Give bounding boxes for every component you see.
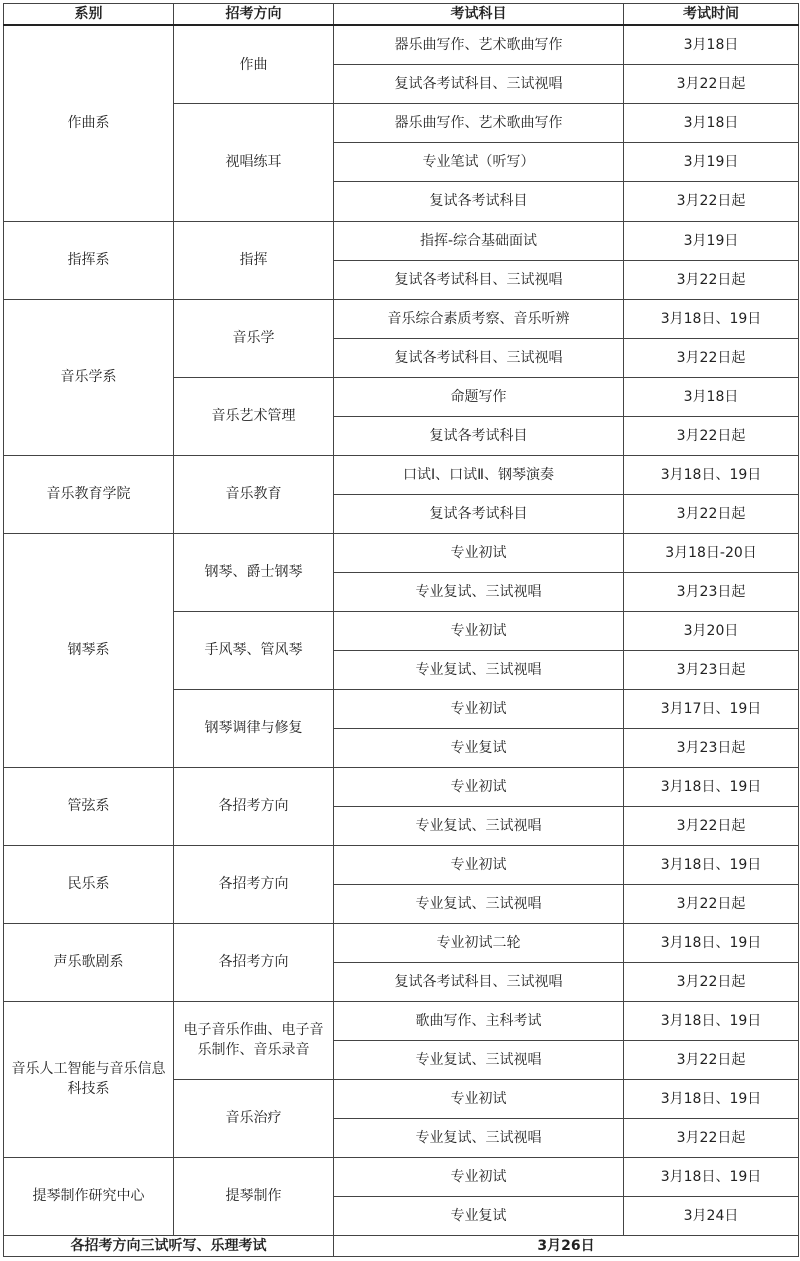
time-cell: 3月19日 xyxy=(624,221,799,260)
time-cell: 3月18日、19日 xyxy=(624,1079,799,1118)
time-cell: 3月18日 xyxy=(624,377,799,416)
table-body xyxy=(4,25,799,1236)
table-row xyxy=(4,845,799,884)
direction-cell: 音乐教育 xyxy=(174,455,334,533)
subject-cell: 复试各考试科目、三试视唱 xyxy=(334,65,624,104)
table-row xyxy=(4,221,799,260)
time-cell: 3月23日起 xyxy=(624,572,799,611)
subject-cell: 专业初试 xyxy=(334,611,624,650)
subject-cell: 指挥-综合基础面试 xyxy=(334,221,624,260)
time-cell: 3月22日起 xyxy=(624,1118,799,1157)
header-row xyxy=(4,4,799,26)
header-department: 系别 xyxy=(4,4,174,26)
subject-cell: 专业复试 xyxy=(334,728,624,767)
department-cell: 音乐学系 xyxy=(4,299,174,455)
time-cell: 3月20日 xyxy=(624,611,799,650)
subject-cell: 专业初试 xyxy=(334,689,624,728)
table-row xyxy=(4,455,799,494)
time-cell: 3月22日起 xyxy=(624,338,799,377)
direction-cell: 各招考方向 xyxy=(174,845,334,923)
department-cell: 提琴制作研究中心 xyxy=(4,1157,174,1235)
table-row xyxy=(4,1157,799,1196)
department-cell: 钢琴系 xyxy=(4,533,174,767)
department-cell: 音乐人工智能与音乐信息科技系 xyxy=(4,1001,174,1157)
subject-cell: 专业初试 xyxy=(334,1157,624,1196)
time-cell: 3月18日 xyxy=(624,104,799,143)
time-cell: 3月22日起 xyxy=(624,962,799,1001)
time-cell: 3月19日 xyxy=(624,143,799,182)
subject-cell: 专业复试、三试视唱 xyxy=(334,806,624,845)
department-cell: 民乐系 xyxy=(4,845,174,923)
direction-cell: 钢琴、爵士钢琴 xyxy=(174,533,334,611)
header-subject: 考试科目 xyxy=(334,4,624,26)
time-cell: 3月22日起 xyxy=(624,260,799,299)
header-direction: 招考方向 xyxy=(174,4,334,26)
table-row xyxy=(4,299,799,338)
table-row xyxy=(4,1001,799,1040)
direction-cell: 音乐治疗 xyxy=(174,1079,334,1157)
time-cell: 3月22日起 xyxy=(624,65,799,104)
exam-schedule-table xyxy=(3,3,799,1257)
table-row xyxy=(4,923,799,962)
time-cell: 3月18日、19日 xyxy=(624,1001,799,1040)
subject-cell: 专业初试 xyxy=(334,845,624,884)
footer-row xyxy=(4,1236,799,1257)
direction-cell: 钢琴调律与修复 xyxy=(174,689,334,767)
direction-cell: 指挥 xyxy=(174,221,334,299)
department-cell: 指挥系 xyxy=(4,221,174,299)
department-cell: 作曲系 xyxy=(4,25,174,221)
subject-cell: 专业复试、三试视唱 xyxy=(334,1040,624,1079)
time-cell: 3月17日、19日 xyxy=(624,689,799,728)
time-cell: 3月18日、19日 xyxy=(624,299,799,338)
subject-cell: 专业初试二轮 xyxy=(334,923,624,962)
subject-cell: 器乐曲写作、艺术歌曲写作 xyxy=(334,104,624,143)
time-cell: 3月22日起 xyxy=(624,182,799,221)
subject-cell: 专业笔试（听写） xyxy=(334,143,624,182)
subject-cell: 专业复试 xyxy=(334,1196,624,1235)
footer-date: 3月26日 xyxy=(334,1236,799,1257)
subject-cell: 复试各考试科目、三试视唱 xyxy=(334,962,624,1001)
subject-cell: 命题写作 xyxy=(334,377,624,416)
table-row xyxy=(4,25,799,65)
time-cell: 3月22日起 xyxy=(624,416,799,455)
subject-cell: 专业初试 xyxy=(334,533,624,572)
direction-cell: 电子音乐作曲、电子音乐制作、音乐录音 xyxy=(174,1001,334,1079)
footer-label: 各招考方向三试听写、乐理考试 xyxy=(4,1236,334,1257)
subject-cell: 器乐曲写作、艺术歌曲写作 xyxy=(334,25,624,65)
department-cell: 音乐教育学院 xyxy=(4,455,174,533)
direction-cell: 作曲 xyxy=(174,25,334,104)
subject-cell: 专业初试 xyxy=(334,1079,624,1118)
time-cell: 3月24日 xyxy=(624,1196,799,1235)
time-cell: 3月18日、19日 xyxy=(624,845,799,884)
time-cell: 3月22日起 xyxy=(624,884,799,923)
direction-cell: 音乐学 xyxy=(174,299,334,377)
direction-cell: 音乐艺术管理 xyxy=(174,377,334,455)
subject-cell: 口试Ⅰ、口试Ⅱ、钢琴演奏 xyxy=(334,455,624,494)
direction-cell: 提琴制作 xyxy=(174,1157,334,1235)
subject-cell: 专业复试、三试视唱 xyxy=(334,650,624,689)
direction-cell: 视唱练耳 xyxy=(174,104,334,221)
time-cell: 3月18日 xyxy=(624,25,799,65)
subject-cell: 音乐综合素质考察、音乐听辨 xyxy=(334,299,624,338)
time-cell: 3月18日、19日 xyxy=(624,1157,799,1196)
subject-cell: 复试各考试科目 xyxy=(334,494,624,533)
subject-cell: 专业复试、三试视唱 xyxy=(334,572,624,611)
subject-cell: 复试各考试科目、三试视唱 xyxy=(334,338,624,377)
subject-cell: 复试各考试科目、三试视唱 xyxy=(334,260,624,299)
time-cell: 3月18日、19日 xyxy=(624,455,799,494)
direction-cell: 各招考方向 xyxy=(174,767,334,845)
table-row xyxy=(4,533,799,572)
time-cell: 3月22日起 xyxy=(624,806,799,845)
subject-cell: 专业初试 xyxy=(334,767,624,806)
subject-cell: 歌曲写作、主科考试 xyxy=(334,1001,624,1040)
subject-cell: 复试各考试科目 xyxy=(334,416,624,455)
table-row xyxy=(4,767,799,806)
time-cell: 3月22日起 xyxy=(624,1040,799,1079)
department-cell: 管弦系 xyxy=(4,767,174,845)
direction-cell: 各招考方向 xyxy=(174,923,334,1001)
time-cell: 3月22日起 xyxy=(624,494,799,533)
direction-cell: 手风琴、管风琴 xyxy=(174,611,334,689)
header-time: 考试时间 xyxy=(624,4,799,26)
time-cell: 3月23日起 xyxy=(624,728,799,767)
time-cell: 3月18日、19日 xyxy=(624,767,799,806)
subject-cell: 专业复试、三试视唱 xyxy=(334,884,624,923)
subject-cell: 专业复试、三试视唱 xyxy=(334,1118,624,1157)
time-cell: 3月23日起 xyxy=(624,650,799,689)
time-cell: 3月18日-20日 xyxy=(624,533,799,572)
department-cell: 声乐歌剧系 xyxy=(4,923,174,1001)
subject-cell: 复试各考试科目 xyxy=(334,182,624,221)
time-cell: 3月18日、19日 xyxy=(624,923,799,962)
